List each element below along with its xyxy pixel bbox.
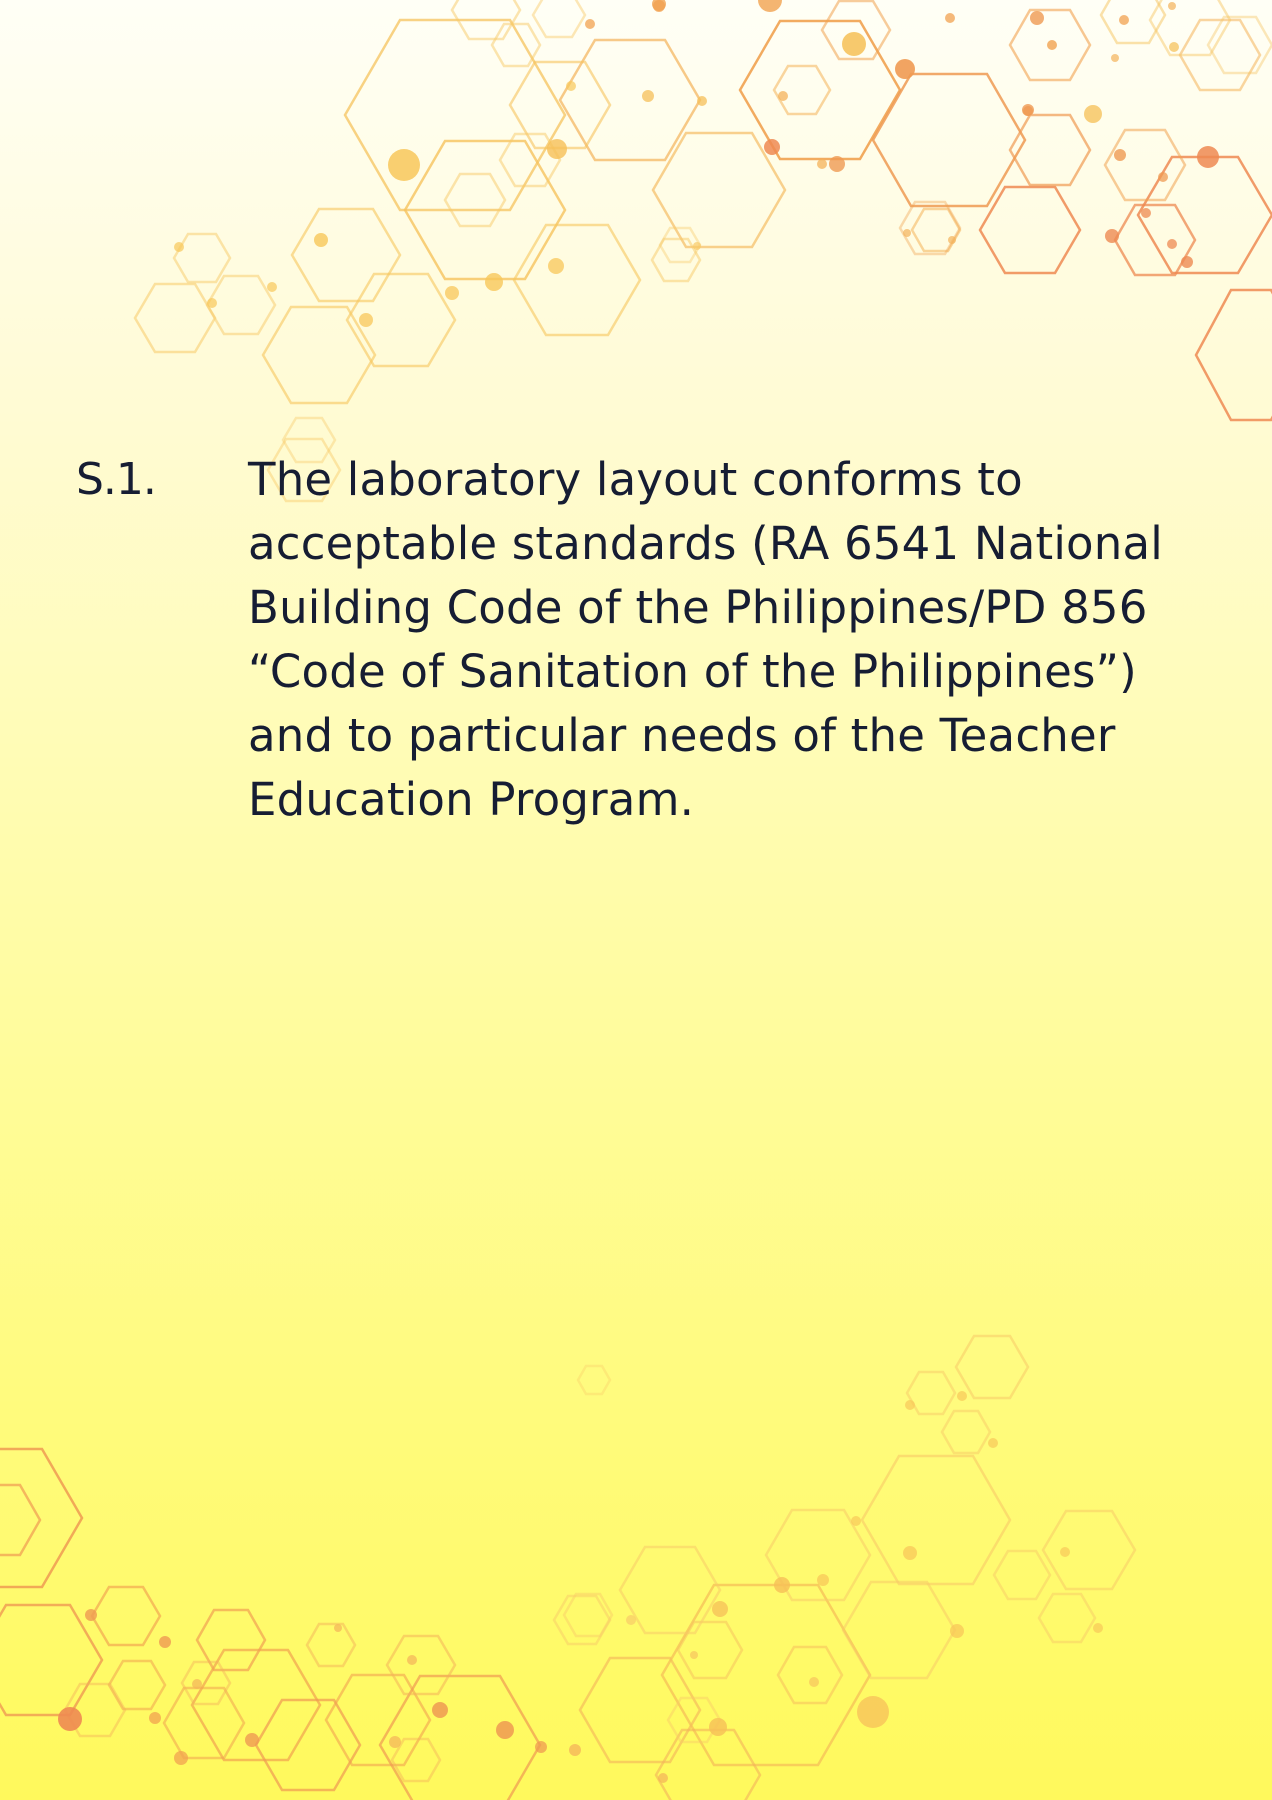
bottom-node-dots xyxy=(58,1391,1103,1783)
standard-number: S.1. xyxy=(76,454,156,505)
top-node-dots xyxy=(174,0,1219,327)
bottom-hexagon-cluster xyxy=(0,1336,1135,1800)
top-hexagon-cluster xyxy=(135,0,1272,501)
standard-text: The laboratory layout conforms to acceptable standards (RA 6541 National Building Code of the Philippines/PD 856 “Code of Sanitation of the Philippines”) and to particular needs of the Teacher Education Program. xyxy=(248,453,1163,826)
